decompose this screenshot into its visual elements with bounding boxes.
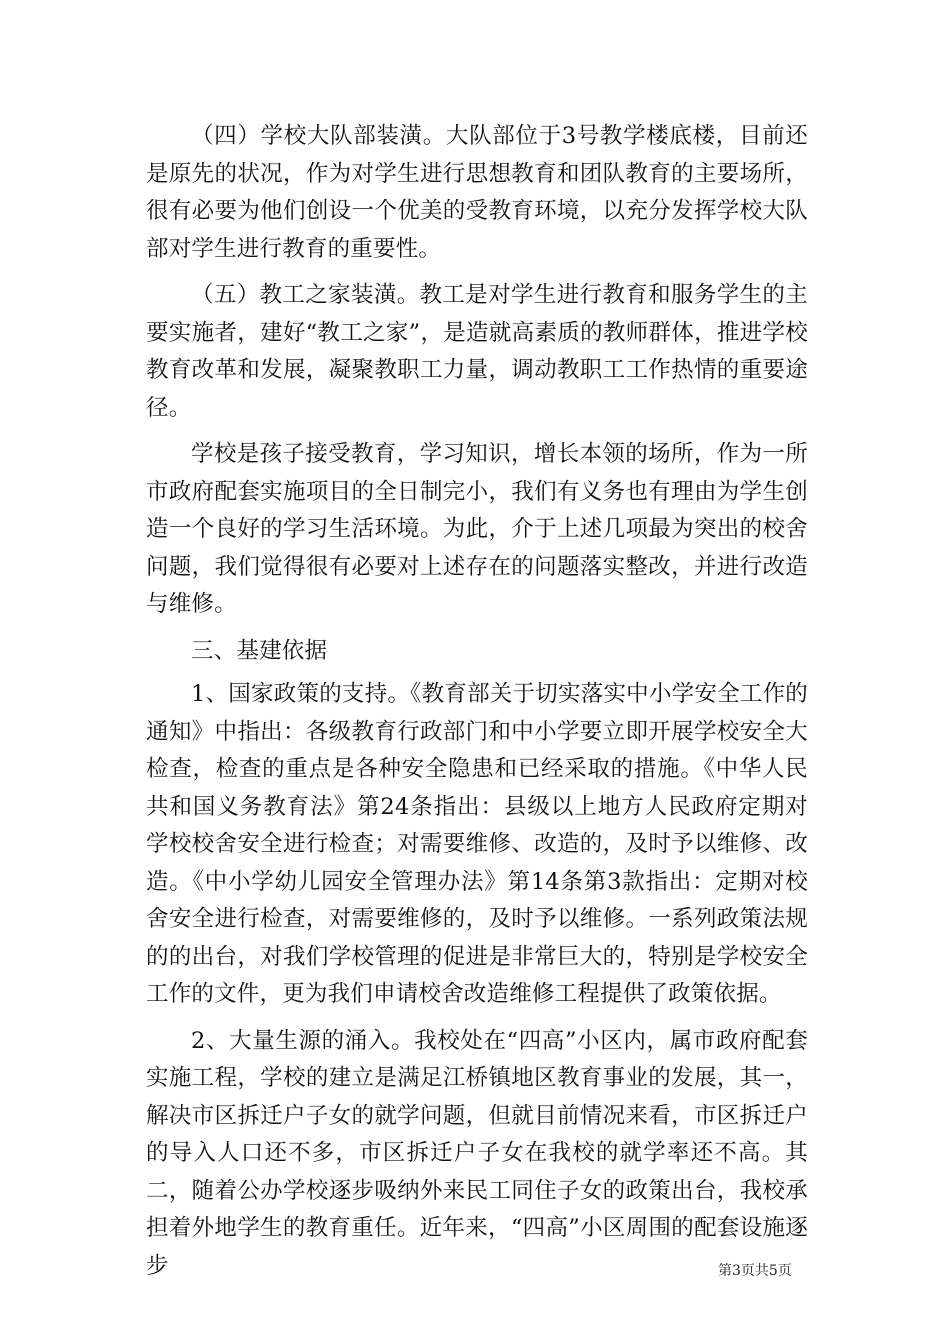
paragraph-school-purpose: 学校是孩子接受教育，学习知识，增长本领的场所，作为一所市政府配套实施项目的全日制完小，我们有义务也有理由为学生创造一个良好的学习生活环境。为此，介于上述几项最为突出的校舍问题，我们觉得很有必要对上述存在的问题落实整改，并进行改造与维修。 [146,441,808,617]
page-number: 第3页共5页 [718,1263,792,1279]
paragraph-staff-home: （五）教工之家装潢。教工是对学生进行教育和服务学生的主要实施者，建好“教工之家”，是造就高素质的教师群体，推进学校教育改革和发展，凝聚教职工力量，调动教职工工作热情的重要途径。 [146,282,808,421]
paragraph-student-influx: 2、大量生源的涌入。我校处在“四高”小区内，属市政府配套实施工程，学校的建立是满足江桥镇地区教育事业的发展，其一，解决市区拆迁户子女的就学问题，但就目前情况来看，市区拆迁户的导入人口还不多，市区拆迁户子女在我校的就学率还不高。其二，随着公办学校逐步吸纳外来民工同住子女的政策出台，我校承担着外地学生的教育重任。近年来，“四高”小区周围的配套设施逐步 [146,1027,808,1279]
paragraph-national-policy: 1、国家政策的支持。《教育部关于切实落实中小学安全工作的通知》中指出：各级教育行政部门和中小学要立即开展学校安全大检查，检查的重点是各种安全隐患和已经采取的措施。《中华人民共和国义务教育法》第24条指出：县级以上地方人民政府定期对学校校舍安全进行检查；对需要维修、改造的，及时予以维修、改造。《中小学幼儿园安全管理办法》第14条第3款指出：定期对校舍安全进行检查，对需要维修的，及时予以维修。一系列政策法规的的出台，对我们学校管理的促进是非常巨大的，特别是学校安全工作的文件，更为我们申请校舍改造维修工程提供了政策依据。 [146,681,808,1007]
document-body [146,118,808,1294]
paragraph-brigade-hq: （四）学校大队部装潢。大队部位于3号教学楼底楼，目前还是原先的状况，作为对学生进行思想教育和团队教育的主要场所，很有必要为他们创设一个优美的受教育环境，以充分发挥学校大队部对学生进行教育的重要性。 [146,123,808,262]
section-heading-basis: 三、基建依据 [191,637,328,664]
